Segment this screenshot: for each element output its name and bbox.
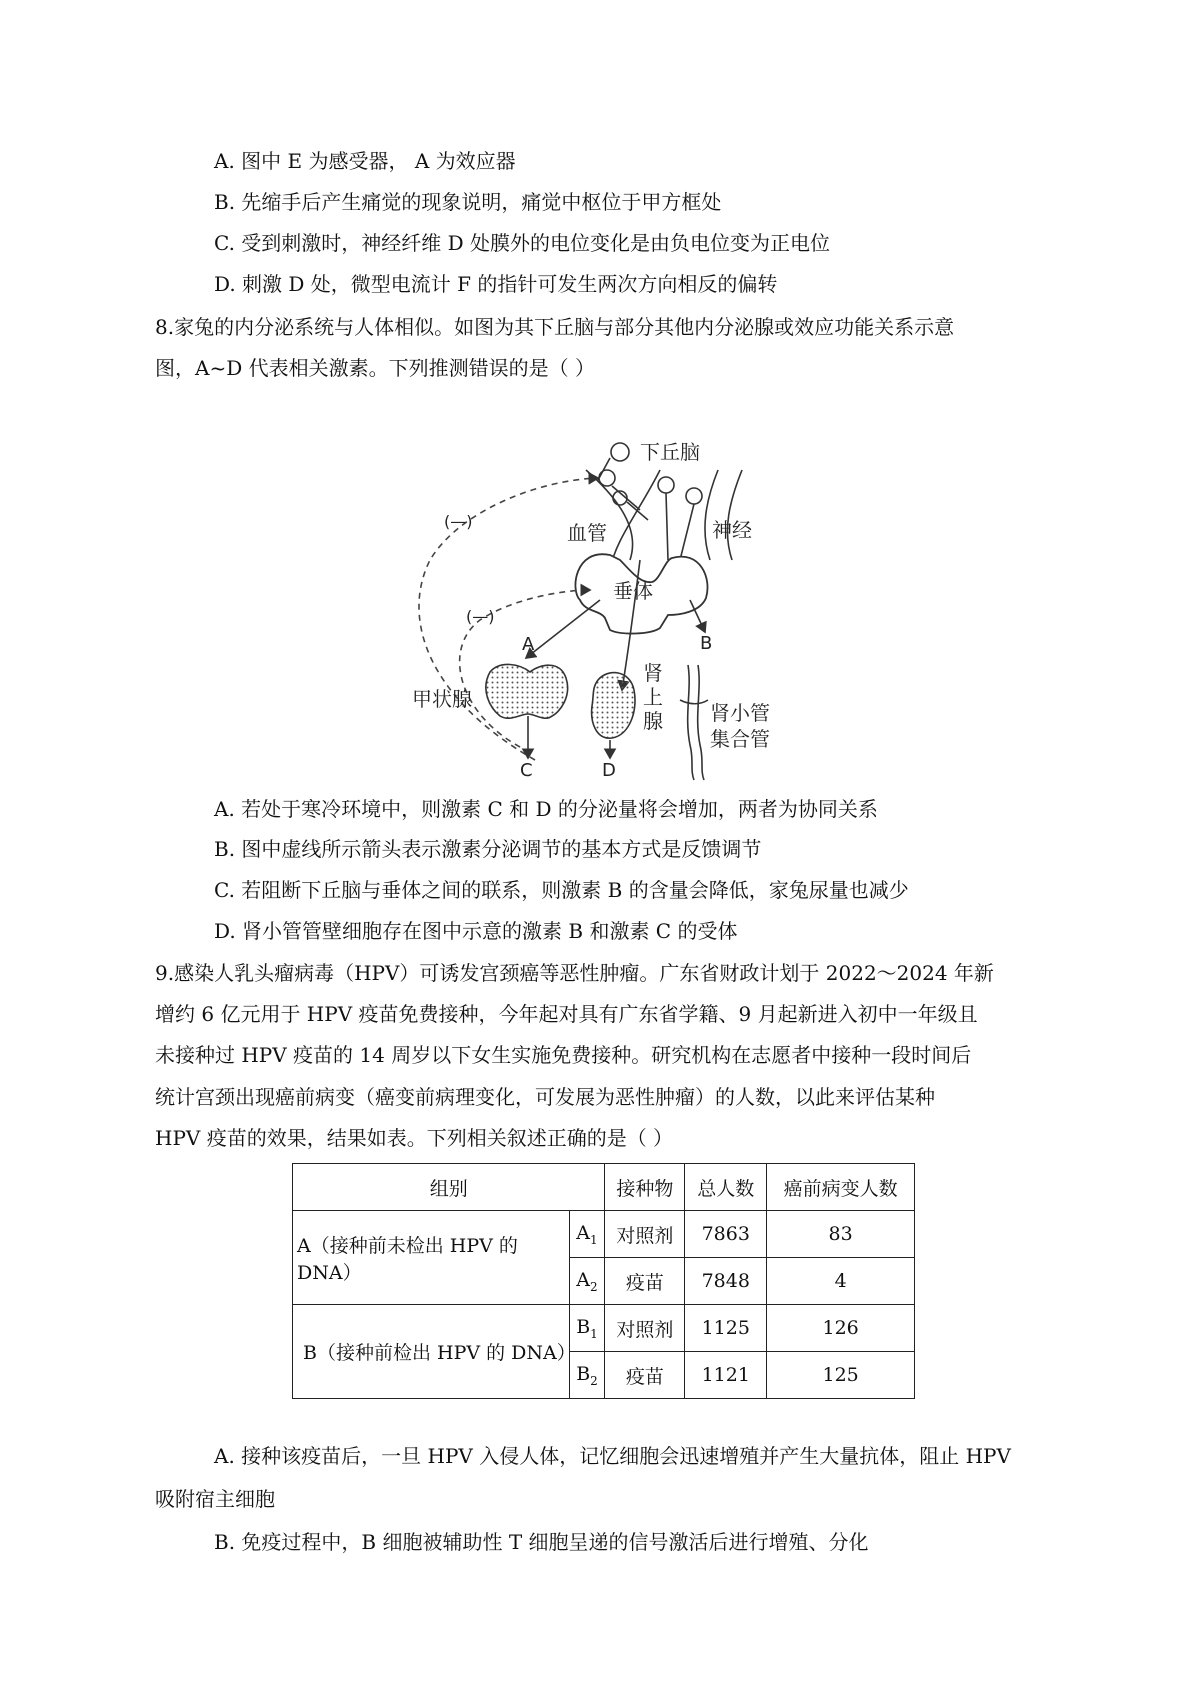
agent-cell: 对照剂 — [605, 1305, 685, 1352]
q9-option-b: B. 免疫过程中，B 细胞被辅助性 T 细胞呈递的信号激活后进行增殖、分化 — [214, 1530, 869, 1554]
group-b-label: B（接种前检出 HPV 的 DNA） — [293, 1305, 570, 1399]
adrenal-gland — [592, 673, 635, 739]
agent-cell: 疫苗 — [605, 1258, 685, 1305]
table-header-row — [293, 1164, 915, 1211]
lesion-cell: 126 — [767, 1305, 915, 1352]
q8-option-b: B. 图中虚线所示箭头表示激素分泌调节的基本方式是反馈调节 — [214, 837, 762, 861]
total-cell: 7848 — [685, 1258, 767, 1305]
q7-option-d: D. 刺激 D 处，微型电流计 F 的指针可发生两次方向相反的偏转 — [214, 272, 778, 296]
q9-stem-line4: 统计宫颈出现癌前病变（癌变前病理变化，可发展为恶性肿瘤）的人数，以此来评估某种 — [155, 1085, 935, 1109]
header-agent: 接种物 — [605, 1164, 685, 1211]
q8-option-d: D. 肾小管管壁细胞存在图中示意的激素 B 和激素 C 的受体 — [214, 919, 738, 943]
total-cell: 7863 — [685, 1211, 767, 1258]
label-hormone-b: B — [700, 633, 713, 654]
arrow-hormone-a — [526, 600, 600, 658]
total-cell: 1125 — [685, 1305, 767, 1352]
lesion-cell: 4 — [767, 1258, 915, 1305]
table-row — [293, 1305, 915, 1352]
agent-cell: 疫苗 — [605, 1352, 685, 1399]
q7-option-b: B. 先缩手后产生痛觉的现象说明，痛觉中枢位于甲方框处 — [214, 190, 722, 214]
header-total: 总人数 — [685, 1164, 767, 1211]
q8-option-a: A. 若处于寒冷环境中，则激素 C 和 D 的分泌量将会增加，两者为协同关系 — [214, 797, 878, 821]
agent-cell: 对照剂 — [605, 1211, 685, 1258]
q9-stem-line2: 增约 6 亿元用于 HPV 疫苗免费接种，今年起对具有广东省学籍、9 月起新进入初中一年级且 — [155, 1002, 978, 1026]
q7-option-a: A. 图中 E 为感受器， A 为效应器 — [214, 149, 516, 173]
subgroup-code: $B_1$ — [569, 1305, 605, 1352]
subgroup-code: $B_2$ — [569, 1352, 605, 1399]
hpv-results-table — [292, 1163, 915, 1399]
label-nerve: 神经 — [712, 518, 752, 542]
q9-stem-line3: 未接种过 HPV 疫苗的 14 周岁以下女生实施免费接种。研究机构在志愿者中接种一段时间后 — [155, 1043, 972, 1067]
label-hormone-a: A — [522, 634, 535, 655]
header-lesion: 癌前病变人数 — [767, 1164, 915, 1211]
label-collecting-duct: 集合管 — [710, 727, 770, 751]
q8-option-c: C. 若阻断下丘脑与垂体之间的联系，则激素 B 的含量会降低，家兔尿量也减少 — [214, 878, 909, 902]
label-hormone-c: C — [520, 760, 533, 781]
q9-option-a-line1: A. 接种该疫苗后，一旦 HPV 入侵人体，记忆细胞会迅速增殖并产生大量抗体，阻止 HPV — [214, 1444, 1011, 1468]
label-tubule: 肾小管 — [710, 701, 770, 725]
label-thyroid: 甲状腺 — [412, 687, 472, 711]
header-group: 组别 — [293, 1164, 605, 1211]
lesion-cell: 125 — [767, 1352, 915, 1399]
q7-option-c: C. 受到刺激时，神经纤维 D 处膜外的电位变化是由负电位变为正电位 — [214, 231, 831, 255]
table-row — [293, 1211, 915, 1258]
subgroup-code: $A_2$ — [569, 1258, 605, 1305]
renal-tubule — [680, 665, 708, 780]
q9-stem-line5: HPV 疫苗的效果，结果如表。下列相关叙述正确的是（ ） — [155, 1126, 674, 1150]
q8-stem-line2: 图，A~D 代表相关激素。下列推测错误的是（ ） — [155, 356, 595, 380]
label-neg-1: (—) — [444, 512, 473, 531]
group-a-label: A（接种前未检出 HPV 的 DNA） — [293, 1211, 570, 1305]
total-cell: 1121 — [685, 1352, 767, 1399]
label-adrenal-3: 腺 — [643, 709, 663, 733]
q9-option-a-line2: 吸附宿主细胞 — [155, 1487, 275, 1511]
lesion-cell: 83 — [767, 1211, 915, 1258]
label-pituitary: 垂体 — [613, 579, 653, 603]
label-blood-vessel: 血管 — [567, 521, 607, 545]
label-neg-2: (—) — [466, 607, 495, 626]
label-adrenal-1: 肾 — [643, 661, 663, 685]
label-hypothalamus: 下丘脑 — [640, 440, 700, 464]
subgroup-code: $A_1$ — [569, 1211, 605, 1258]
label-hormone-d: D — [602, 760, 616, 781]
thyroid-gland — [486, 664, 568, 718]
label-adrenal-2: 上 — [643, 685, 663, 709]
q9-stem-line1: 9.感染人乳头瘤病毒（HPV）可诱发宫颈癌等恶性肿瘤。广东省财政计划于 2022～2024 年新 — [155, 961, 994, 985]
q8-stem-line1: 8.家兔的内分泌系统与人体相似。如图为其下丘脑与部分其他内分泌腺或效应功能关系示意 — [155, 315, 955, 339]
